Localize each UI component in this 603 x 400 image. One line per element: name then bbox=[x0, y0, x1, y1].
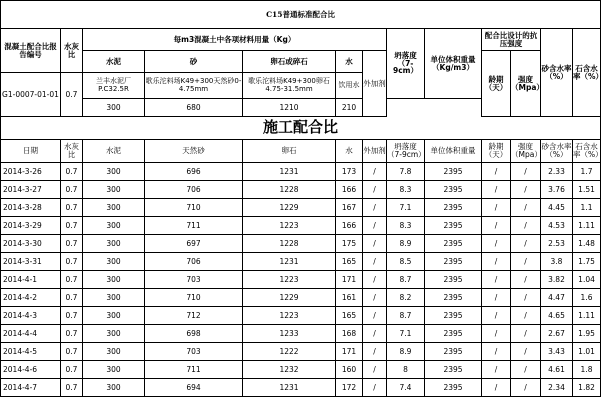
cell-sand-moisture: 4.65 bbox=[541, 307, 573, 325]
cell-sand-moisture: 3.43 bbox=[541, 343, 573, 361]
cell-date: 2014-3-28 bbox=[1, 199, 61, 217]
cell-water: 166 bbox=[336, 181, 363, 199]
col-gravel: 卵石 bbox=[243, 140, 336, 163]
cell-strength: / bbox=[511, 217, 541, 235]
cell-date: 2014-3-27 bbox=[1, 181, 61, 199]
cell-admixture: / bbox=[363, 325, 387, 343]
cell-wc-ratio: 0.7 bbox=[61, 253, 83, 271]
cell-gravel-moisture: 1.75 bbox=[573, 253, 601, 271]
cement-source: 兰丰水泥厂P.C32.5R bbox=[83, 73, 145, 99]
cell-date: 2014-4-7 bbox=[1, 379, 61, 397]
table-row bbox=[1, 325, 601, 343]
cell-sand-moisture: 4.61 bbox=[541, 361, 573, 379]
cell-admixture: / bbox=[363, 181, 387, 199]
col-wc-ratio: 水灰比 bbox=[61, 140, 83, 163]
cell-age: / bbox=[482, 307, 511, 325]
cell-water: 161 bbox=[336, 289, 363, 307]
col-slump: 坍落度（7-9cm） bbox=[387, 140, 425, 163]
cell-age: / bbox=[482, 217, 511, 235]
cell-date: 2014-4-3 bbox=[1, 307, 61, 325]
cell-wc-ratio: 0.7 bbox=[61, 343, 83, 361]
cell-gravel: 1231 bbox=[243, 163, 336, 181]
construction-rows bbox=[1, 163, 601, 397]
table-row bbox=[1, 343, 601, 361]
cell-gravel: 1233 bbox=[243, 325, 336, 343]
cell-density: 2395 bbox=[425, 307, 482, 325]
cell-strength: / bbox=[511, 343, 541, 361]
cell-date: 2014-4-1 bbox=[1, 271, 61, 289]
cell-gravel-moisture: 1.1 bbox=[573, 199, 601, 217]
cell-slump: 7.4 bbox=[387, 379, 425, 397]
cell-density: 2395 bbox=[425, 235, 482, 253]
header-cement: 水泥 bbox=[83, 51, 145, 73]
col-sand: 天然砂 bbox=[145, 140, 243, 163]
cell-admixture: / bbox=[363, 163, 387, 181]
cell-admixture: / bbox=[363, 289, 387, 307]
table-row bbox=[1, 163, 601, 181]
cell-age: / bbox=[482, 361, 511, 379]
header-gravel: 卵石或碎石 bbox=[243, 51, 336, 73]
construction-title: 施工配合比 bbox=[1, 117, 601, 140]
report-number: G1-0007-01-01 bbox=[1, 73, 61, 117]
cell-gravel-moisture: 1.11 bbox=[573, 307, 601, 325]
cell-slump: 7.1 bbox=[387, 325, 425, 343]
cell-date: 2014-4-2 bbox=[1, 289, 61, 307]
col-age: 龄期（天） bbox=[482, 140, 511, 163]
cell-sand-moisture: 2.53 bbox=[541, 235, 573, 253]
cell-gravel: 1228 bbox=[243, 235, 336, 253]
cell-date: 2014-3-26 bbox=[1, 163, 61, 181]
cell-slump: 8.7 bbox=[387, 307, 425, 325]
cell-admixture: / bbox=[363, 379, 387, 397]
cell-density: 2395 bbox=[425, 379, 482, 397]
cell-age: / bbox=[482, 379, 511, 397]
cell-slump: 8.9 bbox=[387, 343, 425, 361]
cell-water: 160 bbox=[336, 361, 363, 379]
cell-wc-ratio: 0.7 bbox=[61, 199, 83, 217]
cell-date: 2014-4-4 bbox=[1, 325, 61, 343]
table-row bbox=[1, 307, 601, 325]
cell-admixture: / bbox=[363, 307, 387, 325]
cell-sand: 710 bbox=[145, 199, 243, 217]
header-strength-group: 配合比设计的抗压强度 bbox=[482, 29, 541, 51]
table-row bbox=[1, 379, 601, 397]
cell-slump: 8.9 bbox=[387, 235, 425, 253]
cell-admixture: / bbox=[363, 253, 387, 271]
standard-mix-table bbox=[0, 0, 601, 117]
cell-density: 2395 bbox=[425, 271, 482, 289]
cell-gravel: 1228 bbox=[243, 181, 336, 199]
cell-admixture: / bbox=[363, 343, 387, 361]
cell-age: / bbox=[482, 181, 511, 199]
cell-age: / bbox=[482, 289, 511, 307]
col-admixture: 外加剂 bbox=[363, 140, 387, 163]
cell-admixture: / bbox=[363, 361, 387, 379]
gravel-source: 歌乐沱料场K49+300卵石4.75-31.5mm bbox=[243, 73, 336, 99]
cell-strength: / bbox=[511, 163, 541, 181]
cell-slump: 8.3 bbox=[387, 217, 425, 235]
cell-cement: 300 bbox=[83, 307, 145, 325]
cell-cement: 300 bbox=[83, 289, 145, 307]
table-row bbox=[1, 199, 601, 217]
cell-sand: 706 bbox=[145, 181, 243, 199]
col-gravel-moisture: 石含水率（%） bbox=[573, 140, 601, 163]
cell-gravel: 1223 bbox=[243, 217, 336, 235]
header-gravel-moisture: 石含水率（%） bbox=[573, 29, 601, 117]
cell-wc-ratio: 0.7 bbox=[61, 235, 83, 253]
water-source: 饮用水 bbox=[336, 73, 363, 99]
cell-sand: 710 bbox=[145, 289, 243, 307]
cell-sand: 694 bbox=[145, 379, 243, 397]
cell-gravel: 1222 bbox=[243, 343, 336, 361]
cell-age: / bbox=[482, 235, 511, 253]
cell-date: 2014-3-31 bbox=[1, 253, 61, 271]
cell-density: 2395 bbox=[425, 361, 482, 379]
cell-wc-ratio: 0.7 bbox=[61, 163, 83, 181]
cell-strength: / bbox=[511, 307, 541, 325]
cell-water: 165 bbox=[336, 253, 363, 271]
cell-sand: 706 bbox=[145, 253, 243, 271]
cell-density: 2395 bbox=[425, 217, 482, 235]
cell-sand-moisture: 2.33 bbox=[541, 163, 573, 181]
cell-sand-moisture: 3.8 bbox=[541, 253, 573, 271]
cell-sand: 703 bbox=[145, 343, 243, 361]
cell-slump: 7.1 bbox=[387, 199, 425, 217]
water-amount: 210 bbox=[336, 99, 363, 117]
cell-cement: 300 bbox=[83, 271, 145, 289]
cell-sand: 712 bbox=[145, 307, 243, 325]
cell-sand: 711 bbox=[145, 217, 243, 235]
cell-water: 168 bbox=[336, 325, 363, 343]
cell-gravel-moisture: 1.82 bbox=[573, 379, 601, 397]
cell-wc-ratio: 0.7 bbox=[61, 217, 83, 235]
cell-cement: 300 bbox=[83, 181, 145, 199]
cell-density: 2395 bbox=[425, 325, 482, 343]
gravel-amount: 1210 bbox=[243, 99, 336, 117]
table-row bbox=[1, 253, 601, 271]
header-slump: 坍落度（7-9cm） bbox=[387, 29, 425, 99]
cell-gravel-moisture: 1.04 bbox=[573, 271, 601, 289]
cell-density: 2395 bbox=[425, 181, 482, 199]
header-report-no: 混凝土配合比报告编号 bbox=[1, 29, 61, 73]
header-sand-moisture: 砂含水率（%） bbox=[541, 29, 573, 117]
cell-gravel-moisture: 1.48 bbox=[573, 235, 601, 253]
cell-gravel-moisture: 1.8 bbox=[573, 361, 601, 379]
cell-sand: 703 bbox=[145, 271, 243, 289]
cell-slump: 8 bbox=[387, 361, 425, 379]
cell-density: 2395 bbox=[425, 199, 482, 217]
cell-age: / bbox=[482, 163, 511, 181]
table-row bbox=[1, 217, 601, 235]
sand-amount: 680 bbox=[145, 99, 243, 117]
header-strength: 强度（Mpa） bbox=[511, 51, 541, 117]
cell-admixture: / bbox=[363, 271, 387, 289]
col-water: 水 bbox=[336, 140, 363, 163]
cell-water: 172 bbox=[336, 379, 363, 397]
header-materials-group: 每m3混凝土中各项材料用量（Kg） bbox=[83, 29, 387, 51]
cell-cement: 300 bbox=[83, 343, 145, 361]
sand-source: 歌乐沱料场K49+300天然砂0-4.75mm bbox=[145, 73, 243, 99]
cell-sand-moisture: 3.76 bbox=[541, 181, 573, 199]
cell-sand-moisture: 4.45 bbox=[541, 199, 573, 217]
cell-water: 166 bbox=[336, 217, 363, 235]
cell-sand-moisture: 3.82 bbox=[541, 271, 573, 289]
cell-strength: / bbox=[511, 235, 541, 253]
cell-age: / bbox=[482, 271, 511, 289]
cell-slump: 7.8 bbox=[387, 163, 425, 181]
cell-gravel-moisture: 1.01 bbox=[573, 343, 601, 361]
cell-cement: 300 bbox=[83, 379, 145, 397]
cell-strength: / bbox=[511, 289, 541, 307]
cell-wc-ratio: 0.7 bbox=[61, 307, 83, 325]
cement-amount: 300 bbox=[83, 99, 145, 117]
cell-gravel: 1229 bbox=[243, 289, 336, 307]
cell-cement: 300 bbox=[83, 199, 145, 217]
cell-sand: 698 bbox=[145, 325, 243, 343]
cell-density: 2395 bbox=[425, 163, 482, 181]
wc-ratio-value: 0.7 bbox=[61, 73, 83, 117]
table-row bbox=[1, 181, 601, 199]
col-density: 单位体积重量 bbox=[425, 140, 482, 163]
construction-mix-table bbox=[0, 117, 601, 397]
cell-wc-ratio: 0.7 bbox=[61, 289, 83, 307]
cell-gravel-moisture: 1.51 bbox=[573, 181, 601, 199]
cell-strength: / bbox=[511, 361, 541, 379]
cell-age: / bbox=[482, 253, 511, 271]
cell-cement: 300 bbox=[83, 235, 145, 253]
cell-gravel-moisture: 1.7 bbox=[573, 163, 601, 181]
cell-wc-ratio: 0.7 bbox=[61, 271, 83, 289]
cell-age: / bbox=[482, 343, 511, 361]
cell-wc-ratio: 0.7 bbox=[61, 181, 83, 199]
cell-date: 2014-3-30 bbox=[1, 235, 61, 253]
cell-sand-moisture: 4.47 bbox=[541, 289, 573, 307]
cell-admixture: / bbox=[363, 217, 387, 235]
cell-water: 167 bbox=[336, 199, 363, 217]
cell-sand-moisture: 2.34 bbox=[541, 379, 573, 397]
cell-admixture: / bbox=[363, 235, 387, 253]
cell-gravel: 1223 bbox=[243, 271, 336, 289]
cell-strength: / bbox=[511, 253, 541, 271]
cell-slump: 8.5 bbox=[387, 253, 425, 271]
cell-admixture: / bbox=[363, 199, 387, 217]
cell-sand-moisture: 4.53 bbox=[541, 217, 573, 235]
cell-gravel: 1231 bbox=[243, 253, 336, 271]
cell-strength: / bbox=[511, 325, 541, 343]
cell-sand: 696 bbox=[145, 163, 243, 181]
col-sand-moisture: 砂含水率（%） bbox=[541, 140, 573, 163]
header-sand: 砂 bbox=[145, 51, 243, 73]
cell-gravel: 1232 bbox=[243, 361, 336, 379]
cell-slump: 8.7 bbox=[387, 271, 425, 289]
cell-sand-moisture: 2.67 bbox=[541, 325, 573, 343]
cell-water: 175 bbox=[336, 235, 363, 253]
header-age: 龄期（天） bbox=[482, 51, 511, 117]
table-row bbox=[1, 271, 601, 289]
cell-gravel: 1229 bbox=[243, 199, 336, 217]
cell-date: 2014-4-6 bbox=[1, 361, 61, 379]
col-strength: 强度（Mpa） bbox=[511, 140, 541, 163]
standard-title: C15普通标准配合比 bbox=[1, 1, 601, 29]
cell-strength: / bbox=[511, 199, 541, 217]
table-row bbox=[1, 289, 601, 307]
cell-gravel-moisture: 1.6 bbox=[573, 289, 601, 307]
cell-gravel: 1223 bbox=[243, 307, 336, 325]
table-row bbox=[1, 361, 601, 379]
header-wc-ratio: 水灰比 bbox=[61, 29, 83, 73]
cell-strength: / bbox=[511, 181, 541, 199]
cell-water: 173 bbox=[336, 163, 363, 181]
cell-cement: 300 bbox=[83, 361, 145, 379]
cell-gravel-moisture: 1.11 bbox=[573, 217, 601, 235]
header-admixture: 外加剂 bbox=[363, 51, 387, 117]
header-density: 单位体积重量（Kg/m3） bbox=[425, 29, 482, 99]
cell-density: 2395 bbox=[425, 343, 482, 361]
header-water: 水 bbox=[336, 51, 363, 73]
cell-date: 2014-3-29 bbox=[1, 217, 61, 235]
cell-strength: / bbox=[511, 271, 541, 289]
cell-cement: 300 bbox=[83, 217, 145, 235]
cell-strength: / bbox=[511, 379, 541, 397]
cell-date: 2014-4-5 bbox=[1, 343, 61, 361]
cell-density: 2395 bbox=[425, 253, 482, 271]
cell-sand: 711 bbox=[145, 361, 243, 379]
cell-water: 171 bbox=[336, 271, 363, 289]
cell-age: / bbox=[482, 199, 511, 217]
cell-density: 2395 bbox=[425, 289, 482, 307]
cell-water: 171 bbox=[336, 343, 363, 361]
cell-wc-ratio: 0.7 bbox=[61, 361, 83, 379]
cell-cement: 300 bbox=[83, 325, 145, 343]
col-cement: 水泥 bbox=[83, 140, 145, 163]
cell-slump: 8.3 bbox=[387, 181, 425, 199]
cell-slump: 8.2 bbox=[387, 289, 425, 307]
col-date: 日期 bbox=[1, 140, 61, 163]
cell-wc-ratio: 0.7 bbox=[61, 379, 83, 397]
cell-cement: 300 bbox=[83, 253, 145, 271]
cell-gravel-moisture: 1.95 bbox=[573, 325, 601, 343]
cell-age: / bbox=[482, 325, 511, 343]
cell-wc-ratio: 0.7 bbox=[61, 325, 83, 343]
table-row bbox=[1, 235, 601, 253]
cell-water: 165 bbox=[336, 307, 363, 325]
cell-cement: 300 bbox=[83, 163, 145, 181]
cell-sand: 697 bbox=[145, 235, 243, 253]
cell-gravel: 1231 bbox=[243, 379, 336, 397]
